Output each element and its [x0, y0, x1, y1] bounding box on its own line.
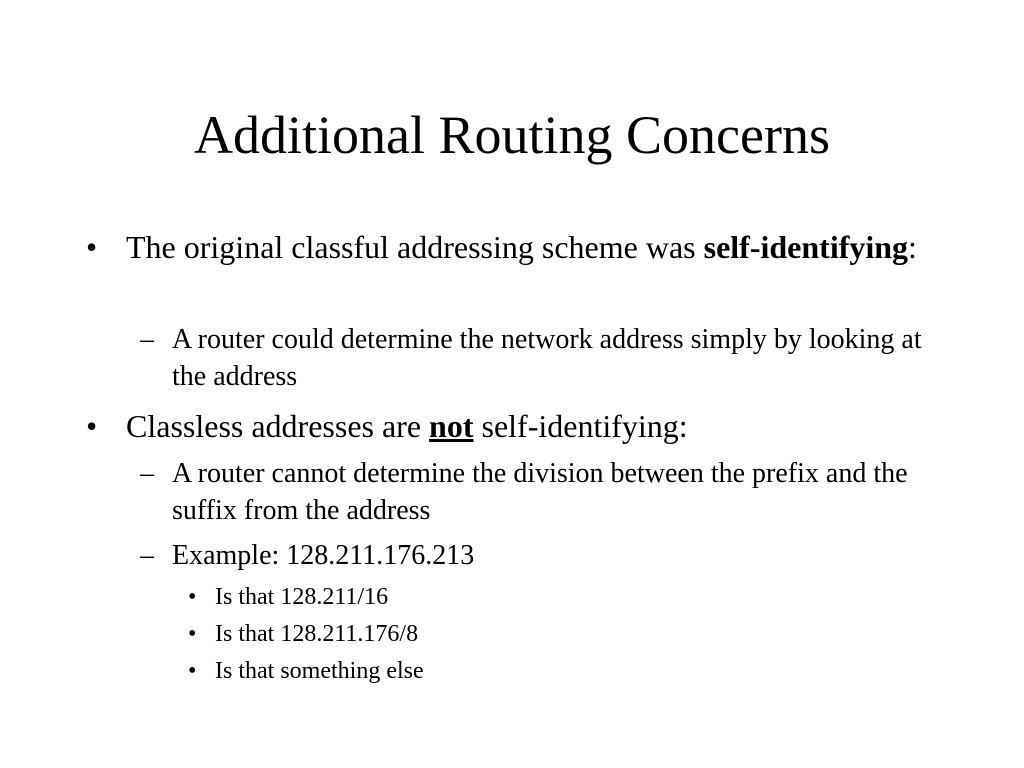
sub-item-example — [140, 537, 930, 574]
bullet-item-classful — [86, 228, 986, 266]
bullet-icon: • — [86, 229, 98, 265]
sub-item-text: A router could determine the network address simply by looking at the address — [172, 324, 922, 392]
sub-sub-item-text: Is that 128.211/16 — [215, 584, 389, 610]
sub-item-text: A router cannot determine the division between the prefix and the suffix from the address — [172, 458, 908, 526]
sub-sub-item-else — [188, 656, 888, 686]
dash-icon: – — [140, 324, 154, 355]
bullet-text-part: The original classful addressing scheme was — [126, 229, 704, 265]
sub-item-router-determine — [140, 321, 930, 395]
sub-item-text: Example: 128.211.176.213 — [172, 540, 475, 571]
sub-sub-item-text: Is that something else — [215, 658, 424, 684]
bullet-item-classless — [86, 407, 986, 445]
dash-icon: – — [140, 458, 154, 489]
sub-sub-item-16 — [188, 582, 888, 612]
bullet-icon: • — [86, 408, 98, 444]
emphasis-not: not — [429, 408, 474, 444]
bullet-text-part: Classless addresses are — [126, 408, 430, 444]
bullet-icon: • — [188, 621, 197, 647]
sub-sub-item-8 — [188, 619, 888, 649]
bullet-text-part: : — [908, 229, 917, 265]
sub-sub-item-text: Is that 128.211.176/8 — [215, 621, 419, 647]
bullet-text — [126, 407, 986, 445]
bullet-icon: • — [188, 584, 197, 610]
bullet-icon: • — [188, 658, 197, 684]
emphasis-self-identifying: self-identifying — [703, 229, 909, 265]
sub-item-router-cannot — [140, 455, 930, 529]
slide-title: Additional Routing Concerns — [194, 105, 830, 165]
dash-icon: – — [140, 540, 154, 571]
bullet-text — [126, 228, 986, 266]
bullet-text-part: self-identifying: — [473, 408, 688, 444]
